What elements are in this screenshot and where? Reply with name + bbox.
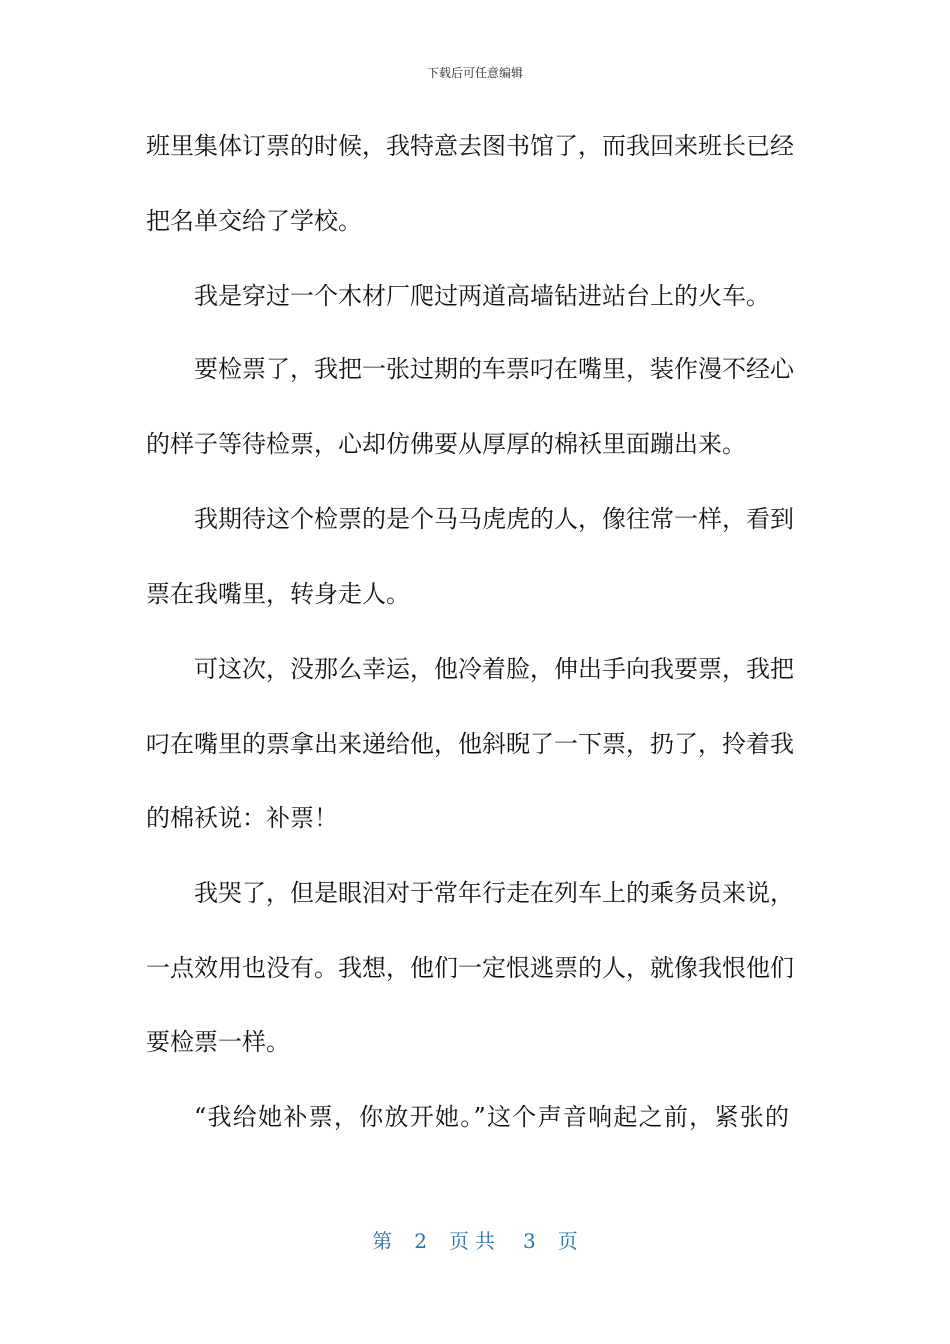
paragraph-line: 把名单交给了学校。 — [146, 207, 362, 235]
paragraph-line: 我是穿过一个木材厂爬过两道高墙钻进站台上的火车。 — [194, 282, 770, 310]
paragraph-line: 班里集体订票的时候，我特意去图书馆了，而我回来班长已经 — [146, 132, 794, 160]
page-mid: 页共 — [449, 1229, 501, 1253]
page-prefix: 第 — [372, 1229, 393, 1253]
paragraph-line: 要检票一样。 — [146, 1028, 290, 1056]
paragraph-line: 叼在嘴里的票拿出来递给他，他斜睨了一下票，扔了，拎着我 — [146, 730, 794, 758]
page-number: 2 — [414, 1229, 427, 1253]
paragraph-line: 我哭了，但是眼泪对于常年行走在列车上的乘务员来说， — [194, 879, 794, 907]
page-total: 3 — [523, 1229, 536, 1253]
paragraph-line: 可这次，没那么幸运，他冷着脸，伸出手向我要票，我把 — [194, 655, 794, 683]
paragraph-line: 票在我嘴里，转身走人。 — [146, 580, 410, 608]
paragraph-line: “我给她补票，你放开她。”这个声音响起之前，紧张的 — [194, 1103, 789, 1131]
paragraph-line: 我期待这个检票的是个马马虎虎的人，像往常一样，看到 — [194, 505, 794, 533]
paragraph-line: 的样子等待检票，心却仿佛要从厚厚的棉袄里面蹦出来。 — [146, 430, 746, 458]
paragraph-line: 要检票了，我把一张过期的车票叼在嘴里，装作漫不经心 — [194, 355, 794, 383]
page-footer — [0, 1225, 950, 1254]
paragraph-line: 一点效用也没有。我想，他们一定恨逃票的人，就像我恨他们 — [146, 954, 794, 982]
page-header: 下载后可任意编辑 — [426, 66, 523, 80]
page-suffix: 页 — [557, 1229, 578, 1253]
paragraph-line: 的棉袄说：补票！ — [146, 804, 338, 832]
